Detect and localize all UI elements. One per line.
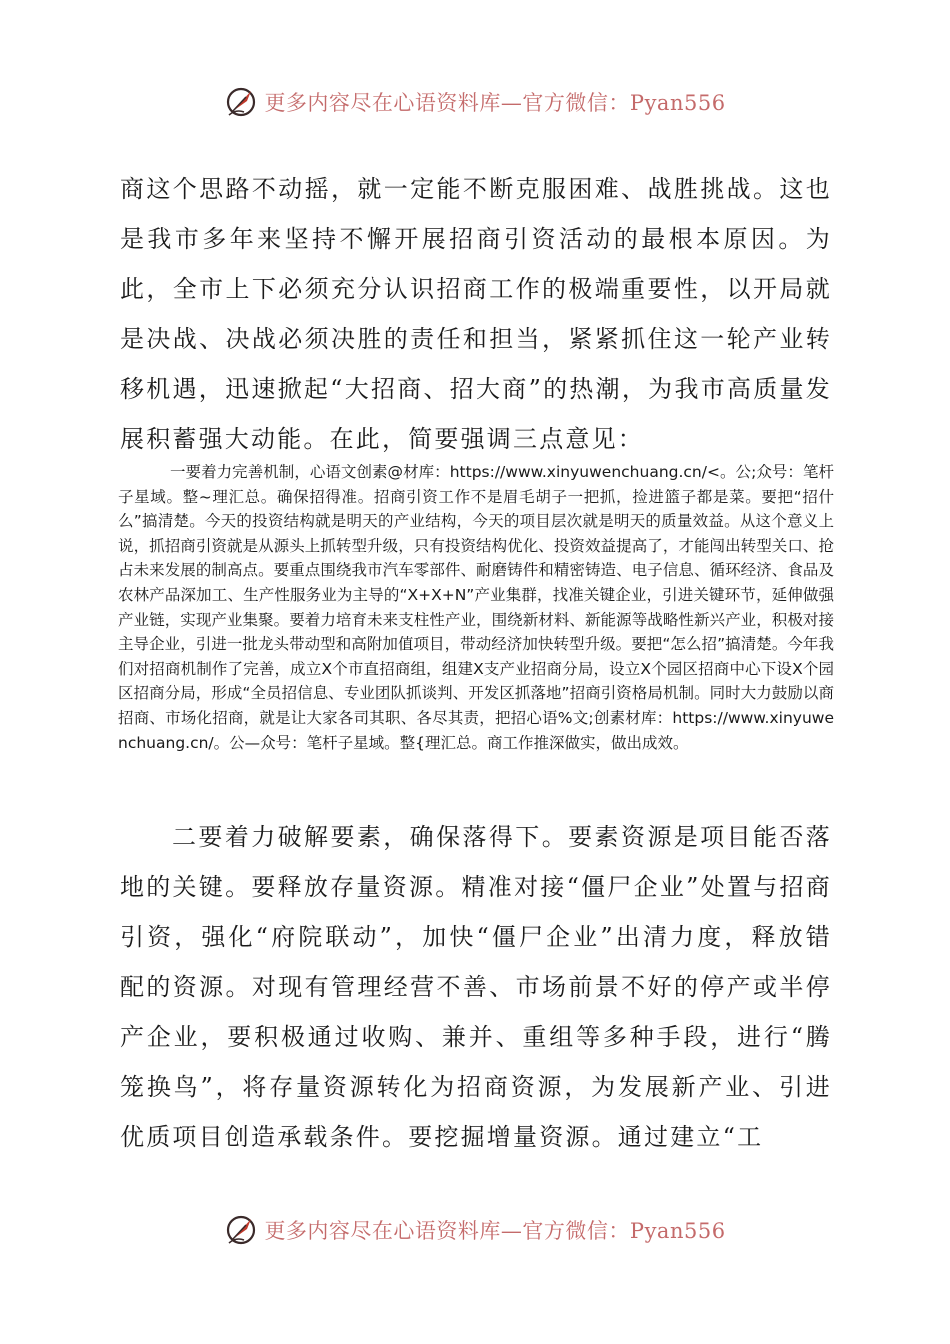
body-paragraph-2: 二要着力破解要素，确保落得下。要素资源是项目能否落地的关键。要释放存量资源。精准对接“僵尸企业”处置与招商引资，强化“府院联动”，加快“僵尸企业”出清力度，释放错配的资源。对现有管理经营不善、市场前景不好的停产或半停产企业，要积极通过收购、兼并、重组等多种手段，进行“腾笼换鸟”，将存量资源转化为招商资源，为发展新产业、引进优质项目创造承载条件。要挖掘增量资源。通过建立“工 [120,823,832,1151]
watermark-banner [224,85,725,119]
quill-logo-icon [224,1213,258,1247]
watermark-text: 更多内容尽在心语资料库—官方微信：Pyan556 [264,91,726,115]
watermark-text: 更多内容尽在心语资料库—官方微信：Pyan556 [264,1219,726,1243]
body-paragraph-1: 商这个思路不动摇，就一定能不断克服困难、战胜挑战。这也是我市多年来坚持不懈开展招商引资活动的最根本原因。为此，全市上下必须充分认识招商工作的极端重要性，以开局就是决战、决战必须决胜的责任和担当，紧紧抓住这一轮产业转移机遇，迅速掀起“大招商、招大商”的热潮，为我市高质量发展积蓄强大动能。在此，简要强调三点意见： [120,175,832,453]
quill-logo-icon [224,85,258,119]
page-header [0,80,950,124]
page-footer [0,1208,950,1252]
body-paragraph-small: 一要着力完善机制，心语文创素@材库：https://www.xinyuwenchuang.cn/<。公;众号：笔杆子星域。整~理汇总。确保招得准。招商引资工作不是眉毛胡子一把抓，捡进篮子都是菜。要把“招什么”搞清楚。今天的投资结构就是明天的产业结构，今天的项目层次就是明天的质量效益。从这个意义上说，抓招商引资就是从源头上抓转型升级，只有投资结构优化、投资效益提高了，才能闯出转型关口、抢占未来发展的制高点。要重点围绕我市汽车零部件、耐磨铸件和精密铸造、电子信息、循环经济、食品及农林产品深加工、生产性服务业为主导的“X+X+N”产业集群，找准关键企业，引进关键环节，延伸做强产业链，实现产业集聚。要着力培育未来支柱性产业，围绕新材料、新能源等战略性新兴产业，积极对接主导企业，引进一批龙头带动型和高附加值项目，带动经济加快转型升级。要把“怎么招”搞清楚。今年我们对招商机制作了完善，成立X个市直招商组，组建X支产业招商分局，设立X个园区招商中心下设X个园区招商分局，形成“全员招信息、专业团队抓谈判、开发区抓落地”招商引资格局机制。同时大力鼓励以商招商、市场化招商，就是让大家各司其职、各尽其责，把招心语%文;创素材库：https://www.xinyuwenchuang.cn/。公—众号：笔杆子星域。整{理汇总。商工作推深做实，做出成效。 [118,463,834,752]
watermark-banner-footer [224,1213,725,1247]
